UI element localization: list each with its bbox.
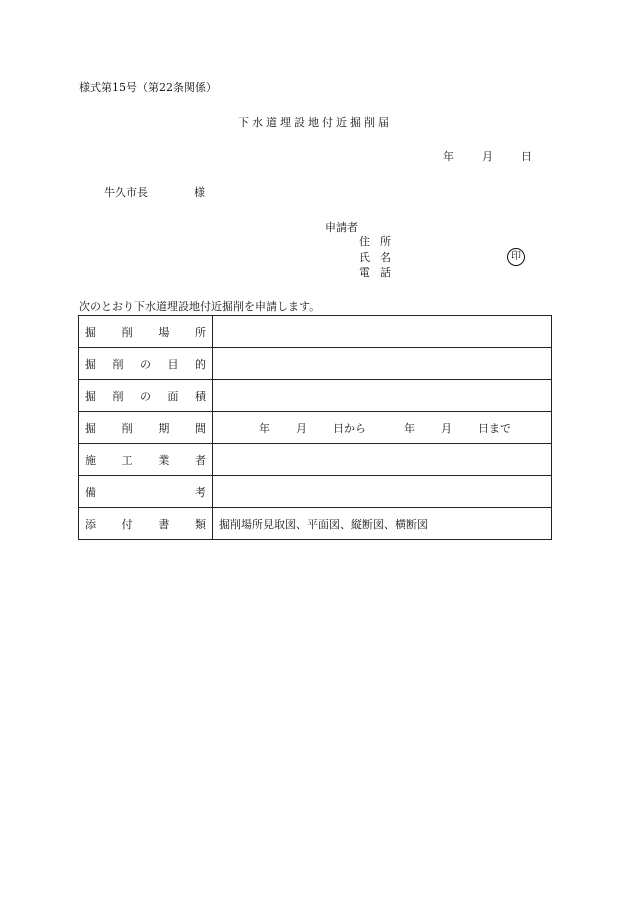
table-row: [79, 444, 552, 476]
label-char: 削: [121, 421, 133, 435]
date-month-label: 月: [482, 150, 493, 163]
label-char: 間: [194, 421, 206, 435]
document-title: 下水道埋設地付近掘削届: [238, 116, 392, 129]
applicant-phone-row: [359, 266, 401, 280]
intro-text: 次のとおり下水道埋設地付近掘削を申請します。: [79, 300, 321, 313]
row-value[interactable]: [213, 476, 552, 508]
label-char: 類: [194, 517, 206, 531]
table-row: [79, 412, 552, 444]
label-char: 業: [158, 453, 170, 467]
period-from-day: 日から: [333, 421, 366, 435]
label-char: 付: [121, 517, 133, 531]
submission-date: [443, 150, 532, 164]
period-range: [219, 420, 551, 436]
addressee-name: 牛久市長: [104, 186, 148, 199]
form-number: 様式第15号（第22条関係）: [79, 81, 217, 94]
label-char: 備: [85, 485, 96, 499]
row-value[interactable]: [213, 316, 552, 348]
row-value-text: 掘削場所見取図、平面図、縦断図、横断図: [219, 517, 428, 531]
row-value[interactable]: [213, 508, 552, 540]
label-char: 添: [85, 517, 96, 531]
label-char: 掘: [85, 421, 96, 435]
period-to-day: 日まで: [478, 421, 511, 435]
period-to-month: 月: [441, 421, 452, 435]
date-year-label: 年: [443, 150, 454, 163]
row-value[interactable]: [213, 412, 552, 444]
label-char: の: [140, 389, 151, 403]
period-from-year: 年: [259, 421, 270, 435]
applicant-name-row: [359, 251, 401, 265]
row-value[interactable]: [213, 380, 552, 412]
label-char: 施: [85, 453, 96, 467]
label-char: 積: [195, 389, 206, 403]
period-from-month: 月: [296, 421, 307, 435]
label-char: 掘: [85, 389, 96, 403]
address-label: 住所: [359, 235, 401, 248]
row-value[interactable]: [213, 444, 552, 476]
table-row: [79, 316, 552, 348]
addressee-suffix: 様: [194, 186, 205, 199]
table-row: [79, 380, 552, 412]
label-char: 場: [158, 325, 170, 339]
row-label: [79, 444, 213, 476]
seal-mark: 印: [507, 248, 525, 266]
label-char: の: [140, 357, 151, 371]
label-char: 的: [195, 357, 206, 371]
applicant-address-row: [359, 235, 401, 249]
label-char: 掘: [85, 357, 96, 371]
applicant-label: 申請者: [325, 221, 358, 234]
label-char: 期: [158, 421, 170, 435]
label-char: 所: [194, 325, 206, 339]
row-label: [79, 476, 213, 508]
table-row: [79, 348, 552, 380]
table-row: [79, 476, 552, 508]
label-char: 削: [112, 357, 124, 371]
label-char: 面: [167, 389, 179, 403]
label-char: 者: [194, 453, 206, 467]
name-label: 氏名: [359, 251, 401, 264]
label-char: 削: [121, 325, 133, 339]
row-label: [79, 348, 213, 380]
application-table: [78, 315, 552, 540]
label-char: 掘: [85, 325, 96, 339]
label-char: 考: [195, 485, 206, 499]
phone-label: 電話: [359, 266, 401, 279]
period-to-year: 年: [404, 421, 415, 435]
date-day-label: 日: [521, 150, 532, 163]
label-char: 書: [158, 517, 170, 531]
row-label: [79, 412, 213, 444]
row-label: [79, 380, 213, 412]
addressee: [104, 186, 205, 200]
table-row: [79, 508, 552, 540]
row-value[interactable]: [213, 348, 552, 380]
label-char: 削: [112, 389, 124, 403]
row-label: [79, 316, 213, 348]
label-char: 目: [167, 357, 179, 371]
label-char: 工: [121, 453, 133, 467]
row-label: [79, 508, 213, 540]
